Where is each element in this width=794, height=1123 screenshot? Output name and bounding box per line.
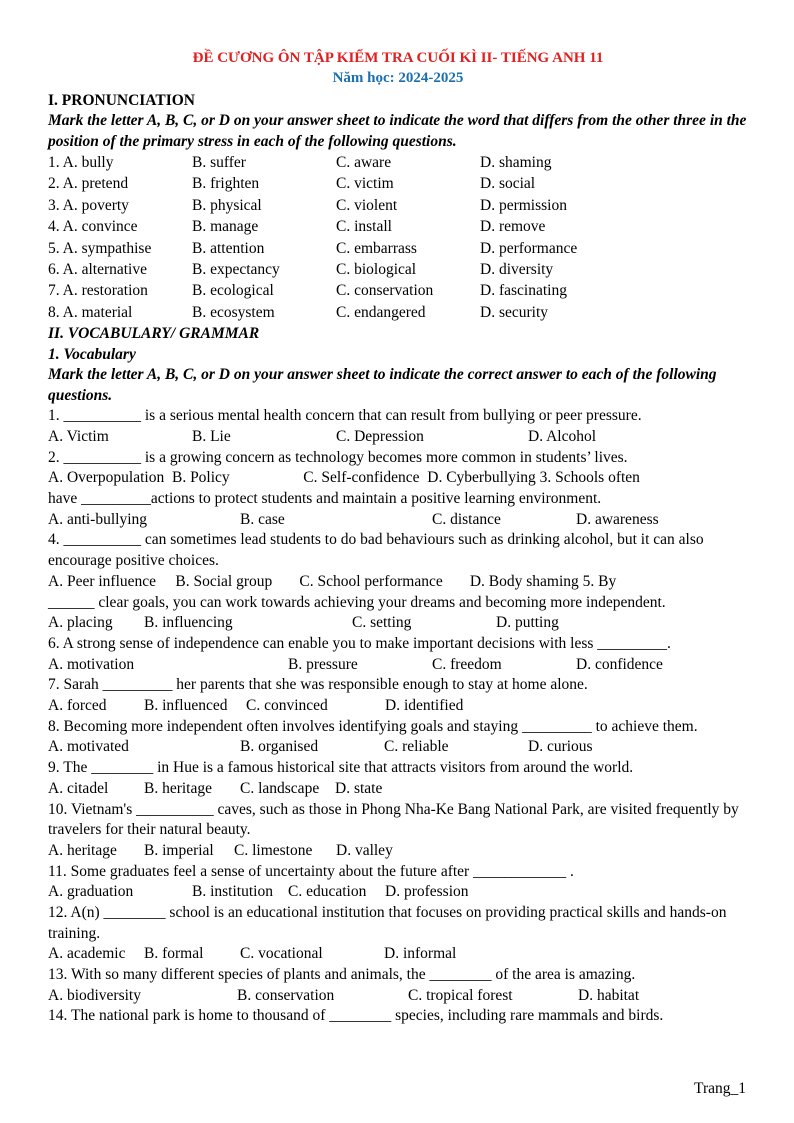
- question-8: 8. Becoming more independent often involves identifying goals and staying _________ to achieve them.: [48, 717, 698, 735]
- option-a: A. academic: [48, 945, 126, 963]
- option-c: C. Depression: [336, 427, 424, 445]
- option-b: B. attention: [192, 239, 265, 257]
- option-a: 1. A. bully: [48, 154, 114, 171]
- option-c: C. setting: [352, 614, 412, 632]
- pronunciation-row: [48, 173, 748, 194]
- question-8-options: [48, 737, 748, 758]
- option-c: C. embarrass: [336, 239, 417, 257]
- question-9-options: [48, 779, 748, 800]
- option-c: C. education: [288, 883, 367, 901]
- option-d: D. informal: [384, 945, 457, 963]
- document-page: [48, 48, 748, 1027]
- vocabulary-instruction: Mark the letter A, B, C, or D on your answer sheet to indicate the correct answer to each of the following questions.: [48, 366, 717, 404]
- question-2-options: A. Overpopulation B. Policy C. Self-confidence D. Cyberbullying 3. Schools often: [48, 469, 640, 487]
- question-3-options: [48, 510, 748, 531]
- option-a: 7. A. restoration: [48, 282, 148, 300]
- pronunciation-list: [48, 152, 748, 323]
- option-c: C. endangered: [336, 303, 426, 321]
- page-number: Trang_1: [694, 1080, 746, 1097]
- question-10: 10. Vietnam's __________ caves, such as those in Phong Nha-Ke Bang National Park, are visited frequently by travelers for their natural beauty.: [48, 800, 739, 839]
- option-d: D. curious: [528, 738, 593, 756]
- option-c: C. biological: [336, 261, 417, 279]
- option-d: D. state: [335, 779, 383, 797]
- question-13: 13. With so many different species of plants and animals, the ________ of the area is amazing.: [48, 966, 636, 984]
- option-c: C. convinced: [246, 697, 328, 715]
- section-vocabulary-heading: [48, 323, 748, 344]
- option-d: D. fascinating: [480, 282, 567, 300]
- option-a: A. motivated: [48, 738, 129, 756]
- option-a: A. placing: [48, 614, 113, 632]
- option-c: C. violent: [336, 196, 398, 214]
- option-a: 8. A. material: [48, 303, 133, 321]
- option-b: B. expectancy: [192, 261, 280, 279]
- option-d: D. profession: [385, 883, 469, 901]
- option-a: 4. A. convince: [48, 218, 138, 236]
- question-12-options: [48, 944, 748, 965]
- pronunciation-row: [48, 238, 748, 259]
- section-vocabulary-heading-text: II. VOCABULARY/ GRAMMAR: [48, 325, 260, 343]
- question-10-options: [48, 841, 748, 862]
- option-c: C. aware: [336, 154, 392, 171]
- option-d: D. shaming: [480, 154, 552, 171]
- option-c: C. distance: [432, 510, 501, 528]
- option-b: B. influencing: [144, 614, 233, 632]
- option-a: A. Victim: [48, 427, 109, 445]
- option-b: B. conservation: [237, 986, 335, 1004]
- pronunciation-instruction: Mark the letter A, B, C, or D on your answer sheet to indicate the word that differs from the other three in the position of the primary stress in each of the following questions.: [48, 112, 747, 150]
- option-d: D. remove: [480, 218, 546, 236]
- option-d: D. Alcohol: [528, 427, 597, 445]
- option-b: B. imperial: [144, 841, 214, 859]
- option-c: C. install: [336, 218, 392, 236]
- school-year: Năm học: 2024-2025: [332, 70, 464, 86]
- option-d: D. diversity: [480, 261, 554, 279]
- option-a: A. graduation: [48, 883, 134, 901]
- pronunciation-row: [48, 302, 748, 323]
- option-b: B. manage: [192, 218, 259, 236]
- question-1: 1. __________ is a serious mental health concern that can result from bullying or peer pressure.: [48, 407, 642, 425]
- option-b: B. pressure: [288, 655, 358, 673]
- pronunciation-row: [48, 280, 748, 301]
- option-d: D. permission: [480, 196, 567, 214]
- option-c: C. tropical forest: [408, 986, 513, 1004]
- option-a: A. anti-bullying: [48, 510, 148, 528]
- option-a: A. biodiversity: [48, 986, 141, 1004]
- option-a: 6. A. alternative: [48, 261, 147, 279]
- question-5-options: [48, 613, 748, 634]
- document-title: ĐỀ CƯƠNG ÔN TẬP KIỂM TRA CUỐI KÌ II- TIẾNG ANH 11: [192, 50, 604, 66]
- vocabulary-subheading: 1. Vocabulary: [48, 346, 136, 364]
- option-b: B. Lie: [192, 427, 231, 445]
- pronunciation-row: [48, 195, 748, 216]
- question-14: 14. The national park is home to thousand of ________ species, including rare mammals and birds.: [48, 1007, 664, 1025]
- option-b: B. suffer: [192, 154, 246, 171]
- option-b: B. physical: [192, 196, 262, 214]
- option-a: A. forced: [48, 697, 107, 715]
- option-d: D. confidence: [576, 655, 663, 673]
- question-11: 11. Some graduates feel a sense of uncertainty about the future after ____________ .: [48, 862, 574, 880]
- pronunciation-row: [48, 259, 748, 280]
- option-c: C. freedom: [432, 655, 502, 673]
- option-d: D. valley: [336, 841, 393, 859]
- question-4: 4. __________ can sometimes lead students to do bad behaviours such as drinking alcohol, but it can also encourage positive choices.: [48, 531, 704, 570]
- question-7-options: [48, 696, 748, 717]
- option-a: A. motivation: [48, 655, 135, 673]
- option-b: B. institution: [192, 883, 273, 901]
- question-11-options: [48, 882, 748, 903]
- question-4-options: A. Peer influence B. Social group C. School performance D. Body shaming 5. By: [48, 572, 617, 590]
- option-d: D. habitat: [578, 986, 640, 1004]
- option-c: C. limestone: [234, 841, 313, 859]
- option-d: D. social: [480, 175, 536, 193]
- question-9: 9. The ________ in Hue is a famous historical site that attracts visitors from around the world.: [48, 759, 634, 777]
- question-6-options: [48, 655, 748, 676]
- option-c: C. vocational: [240, 945, 323, 963]
- question-13-options: [48, 986, 748, 1007]
- option-a: 3. A. poverty: [48, 196, 129, 214]
- option-a: A. citadel: [48, 779, 109, 797]
- question-1-options: [48, 427, 748, 448]
- option-b: B. heritage: [144, 779, 213, 797]
- option-c: C. landscape: [240, 779, 320, 797]
- option-a: 2. A. pretend: [48, 175, 129, 193]
- option-c: C. conservation: [336, 282, 434, 300]
- option-b: B. frighten: [192, 175, 260, 193]
- option-d: D. identified: [385, 697, 464, 715]
- option-b: B. case: [240, 510, 285, 528]
- option-b: B. ecosystem: [192, 303, 275, 321]
- section-pronunciation-heading: I. PRONUNCIATION: [48, 92, 195, 109]
- option-b: B. influenced: [144, 697, 228, 715]
- option-d: D. awareness: [576, 510, 659, 528]
- option-b: B. ecological: [192, 282, 274, 300]
- option-b: B. organised: [240, 738, 319, 756]
- option-c: C. victim: [336, 175, 394, 193]
- pronunciation-row: [48, 216, 748, 237]
- option-d: D. putting: [496, 614, 559, 632]
- option-b: B. formal: [144, 945, 204, 963]
- question-2: 2. __________ is a growing concern as technology becomes more common in students’ lives.: [48, 448, 628, 466]
- question-7: 7. Sarah _________ her parents that she was responsible enough to stay at home alone.: [48, 676, 588, 694]
- option-d: D. performance: [480, 239, 578, 257]
- question-5-continued: ______ clear goals, you can work towards achieving your dreams and becoming more independent.: [48, 593, 666, 611]
- option-c: C. reliable: [384, 738, 449, 756]
- question-6: 6. A strong sense of independence can enable you to make important decisions with less _________.: [48, 634, 671, 652]
- option-a: A. heritage: [48, 841, 117, 859]
- pronunciation-row: [48, 152, 748, 173]
- question-12: 12. A(n) ________ school is an educational institution that focuses on providing practical skills and hands-on training.: [48, 903, 727, 942]
- option-d: D. security: [480, 303, 549, 321]
- question-3-continued: have _________actions to protect students and maintain a positive learning environment.: [48, 490, 602, 508]
- option-a: 5. A. sympathise: [48, 239, 152, 257]
